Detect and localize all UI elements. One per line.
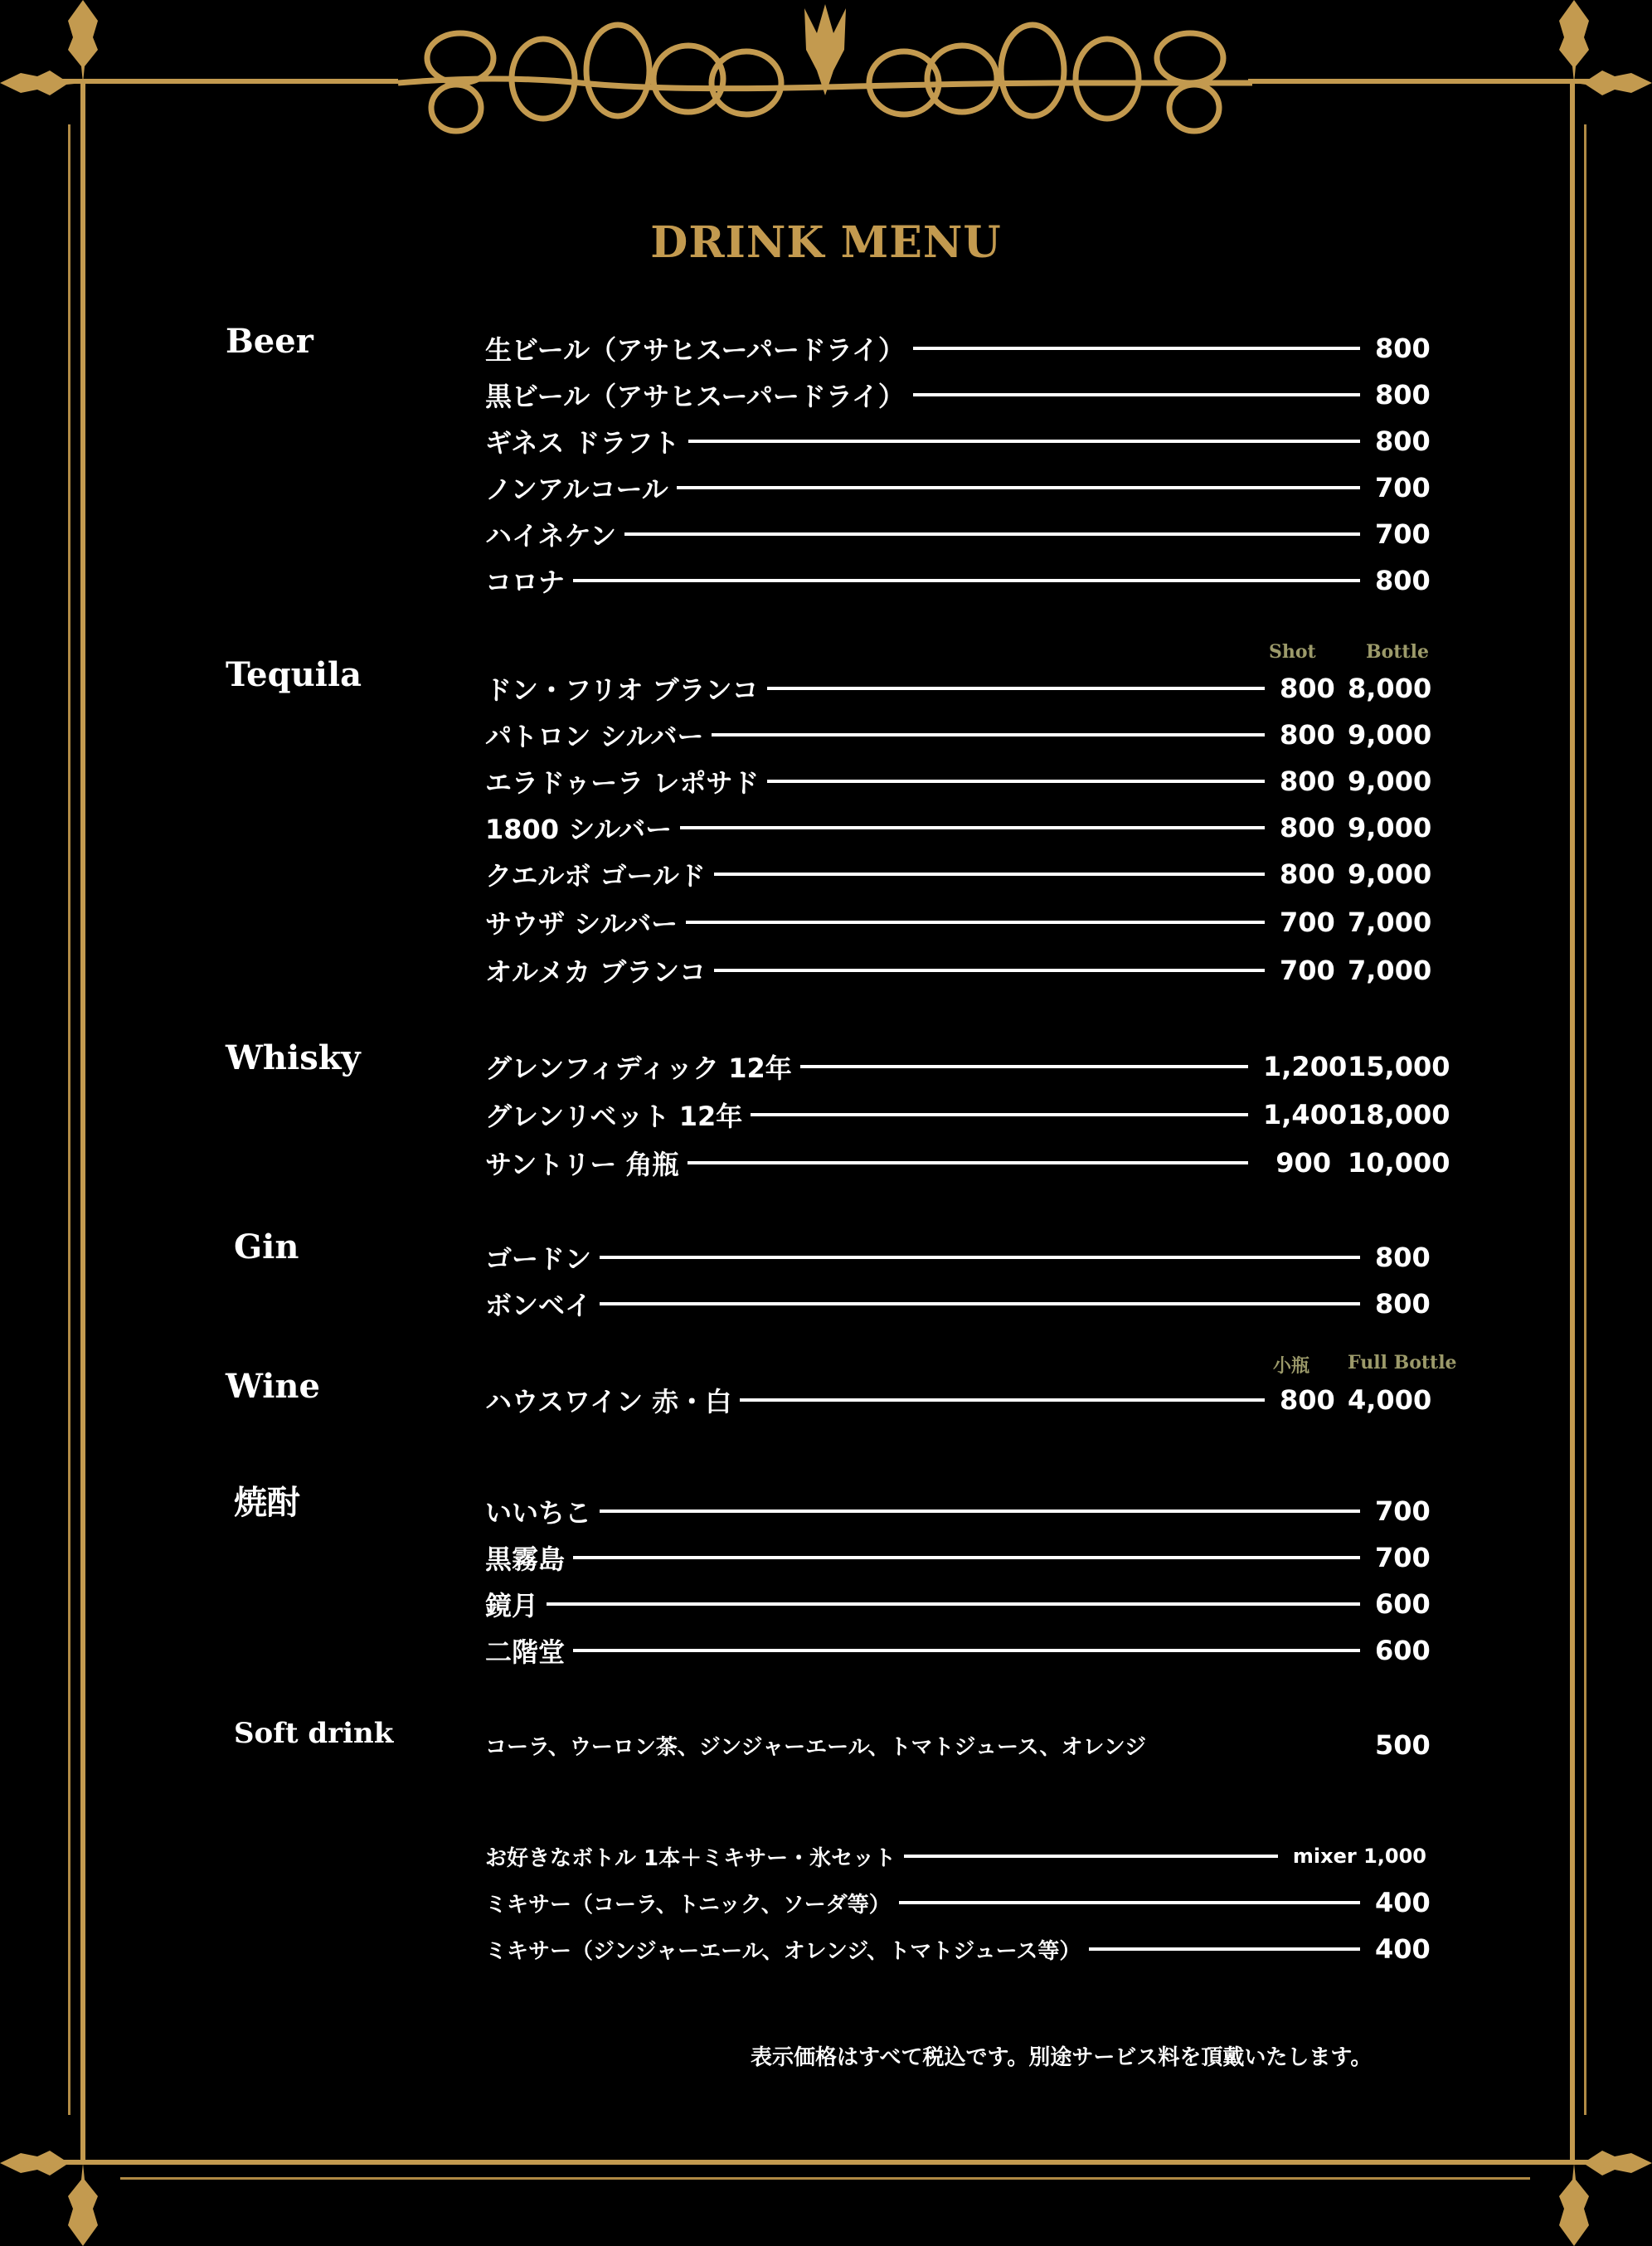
frame-bottom-line: [50, 2160, 1605, 2165]
leader-line: [573, 1649, 1360, 1652]
item-price: 800: [1375, 333, 1431, 364]
menu-item: [485, 1931, 1431, 1967]
category-label: Soft drink: [234, 1717, 394, 1750]
leader-line: [688, 440, 1360, 443]
item-name: 黒霧島: [485, 1544, 566, 1575]
leader-line: [904, 1855, 1278, 1858]
menu-item: [485, 856, 1432, 892]
item-price-bottle: 7,000: [1348, 955, 1432, 986]
item-price-shot: 800: [1280, 812, 1335, 843]
leader-line: [800, 1065, 1248, 1068]
menu-item: [485, 1096, 1450, 1133]
column-header-full-bottle: Full Bottle: [1348, 1352, 1457, 1373]
leader-line: [686, 921, 1265, 924]
item-name: サウザ シルバー: [485, 908, 678, 940]
leader-line: [600, 1302, 1360, 1305]
category-label: Wine: [226, 1367, 320, 1406]
item-price-shot: 800: [1280, 858, 1335, 890]
item-price: 600: [1375, 1588, 1431, 1620]
item-name: 鏡月: [485, 1590, 539, 1621]
menu-item: [485, 1286, 1431, 1322]
leader-line: [1089, 1947, 1360, 1951]
item-name: お好きなボトル 1本＋ミキサー・氷セット: [485, 1845, 896, 1871]
item-name: ミキサー（コーラ、トニック、ソーダ等）: [485, 1892, 891, 1918]
menu-item: [485, 1727, 1431, 1763]
column-header-small-bottle: 小瓶: [1273, 1355, 1310, 1377]
leader-line: [714, 873, 1265, 876]
item-name: ハウスワイン 赤・白: [485, 1386, 732, 1417]
column-header-shot: Shot: [1269, 641, 1316, 663]
corner-flourish-top-left-icon: [0, 0, 158, 182]
item-price: 800: [1375, 1242, 1431, 1273]
item-name: グレンリベット 12年: [485, 1101, 743, 1132]
menu-item: [485, 330, 1431, 367]
item-price-shot: 900: [1275, 1147, 1331, 1179]
menu-item: [485, 1884, 1431, 1921]
item-name: ゴードン: [485, 1243, 592, 1275]
item-name: パトロン シルバー: [485, 721, 704, 752]
menu-item: [485, 469, 1431, 506]
item-price: 800: [1375, 1288, 1431, 1320]
item-price-shot: 1,200: [1263, 1051, 1348, 1082]
item-name: コーラ、ウーロン茶、ジンジャーエール、トマトジュース、オレンジ: [485, 1734, 1147, 1760]
menu-item: [485, 423, 1431, 459]
item-name: ボンベイ: [485, 1290, 592, 1321]
item-price-shot: 1,400: [1263, 1099, 1348, 1130]
corner-flourish-bottom-right-icon: [1494, 2064, 1652, 2246]
leader-line: [600, 1509, 1360, 1513]
leader-line: [712, 733, 1265, 737]
leader-line: [740, 1398, 1265, 1402]
item-price-bottle: 9,000: [1348, 719, 1432, 751]
item-name: ノンアルコール: [485, 474, 668, 505]
menu-item: [485, 763, 1432, 800]
frame-right-line: [1570, 79, 1575, 2165]
leader-line: [688, 1161, 1248, 1164]
item-price: 700: [1375, 1542, 1431, 1573]
item-name: クエルボ ゴールド: [485, 860, 706, 892]
item-price-bottle: 15,000: [1348, 1051, 1450, 1082]
item-price-bottle: 7,000: [1348, 907, 1432, 938]
frame-left-line: [80, 79, 85, 2165]
item-name: 1800 シルバー: [485, 814, 673, 845]
category-label: 焼酎: [234, 1483, 300, 1522]
menu-title: DRINK MENU: [650, 217, 1002, 268]
item-name: オルメカ ブランコ: [485, 956, 707, 988]
item-price: 700: [1375, 1495, 1431, 1527]
item-price-shot: 800: [1280, 766, 1335, 797]
category-label: Whisky: [226, 1038, 361, 1077]
item-name: 生ビール（アサヒスーパードライ）: [485, 334, 905, 366]
leader-line: [547, 1602, 1360, 1606]
leader-line: [714, 969, 1265, 972]
item-name: エラドゥーラ レポサド: [485, 767, 760, 799]
corner-flourish-bottom-left-icon: [0, 2064, 158, 2246]
menu-item: [485, 1048, 1450, 1085]
item-price: 700: [1375, 518, 1431, 550]
item-name: ハイネケン: [485, 520, 617, 552]
column-header-bottle: Bottle: [1366, 641, 1429, 663]
menu-item: [485, 809, 1432, 846]
item-price-small: 800: [1280, 1384, 1335, 1416]
leader-line: [600, 1256, 1360, 1259]
item-name: ギネス ドラフト: [485, 427, 680, 459]
item-price: 800: [1375, 379, 1431, 411]
leader-line: [680, 826, 1265, 829]
item-name: いいちこ: [485, 1497, 592, 1529]
item-price-shot: 800: [1280, 719, 1335, 751]
menu-item: [485, 1145, 1450, 1181]
menu-item: [485, 1493, 1431, 1529]
frame-right-inner-line: [1584, 124, 1586, 2115]
menu-item: [485, 516, 1431, 552]
item-price-bottle: 10,000: [1348, 1147, 1450, 1179]
item-price: 600: [1375, 1635, 1431, 1666]
item-name: サントリー 角瓶: [485, 1149, 679, 1180]
leader-spacer: [1154, 1743, 1360, 1747]
category-label: Tequila: [226, 655, 362, 694]
frame-bottom-inner-line: [120, 2177, 1530, 2180]
menu-item: [485, 717, 1432, 753]
item-price-bottle: 9,000: [1348, 766, 1432, 797]
item-price: mixer 1,000: [1292, 1845, 1426, 1868]
leader-line: [573, 579, 1360, 582]
menu-item: [485, 1239, 1431, 1276]
menu-item: [485, 952, 1432, 989]
menu-item: [485, 1838, 1426, 1874]
menu-item: [485, 1382, 1432, 1418]
menu-item: [485, 1586, 1431, 1622]
leader-line: [767, 687, 1265, 690]
item-name: グレンフィディック 12年: [485, 1053, 792, 1084]
menu-item: [485, 670, 1432, 707]
item-name: ドン・フリオ ブランコ: [485, 674, 759, 706]
item-price: 500: [1375, 1729, 1431, 1761]
item-price: 400: [1375, 1887, 1431, 1918]
item-price-shot: 700: [1280, 907, 1335, 938]
item-price-shot: 800: [1280, 673, 1335, 704]
item-price-full: 4,000: [1348, 1384, 1432, 1416]
item-price-bottle: 9,000: [1348, 812, 1432, 843]
leader-line: [767, 780, 1265, 783]
footer-note: 表示価格はすべて税込です。別途サービス料を頂戴いたします。: [751, 2045, 1373, 2070]
item-price: 800: [1375, 425, 1431, 457]
item-price-bottle: 18,000: [1348, 1099, 1450, 1130]
frame-left-inner-line: [68, 124, 70, 2115]
item-price-bottle: 9,000: [1348, 858, 1432, 890]
item-price: 800: [1375, 565, 1431, 596]
leader-line: [677, 486, 1360, 489]
crown-scroll-ornament-icon: [398, 0, 1252, 141]
item-name: ミキサー（ジンジャーエール、オレンジ、トマトジュース等）: [485, 1938, 1081, 1964]
item-price-bottle: 8,000: [1348, 673, 1432, 704]
item-name: 黒ビール（アサヒスーパードライ）: [485, 381, 905, 412]
menu-item: [485, 904, 1432, 941]
leader-line: [751, 1113, 1248, 1116]
category-label: Beer: [226, 322, 313, 361]
menu-item: [485, 377, 1431, 413]
leader-line: [913, 347, 1360, 350]
menu-item: [485, 1632, 1431, 1669]
category-label: Gin: [234, 1228, 299, 1266]
item-price-shot: 700: [1280, 955, 1335, 986]
item-name: コロナ: [485, 566, 566, 598]
menu-item: [485, 562, 1431, 599]
item-price: 700: [1375, 472, 1431, 503]
item-name: 二階堂: [485, 1636, 566, 1668]
corner-flourish-top-right-icon: [1494, 0, 1652, 182]
menu-item: [485, 1539, 1431, 1576]
leader-line: [624, 532, 1360, 536]
item-price: 400: [1375, 1933, 1431, 1965]
leader-line: [899, 1901, 1360, 1904]
leader-line: [913, 393, 1360, 396]
leader-line: [573, 1556, 1360, 1559]
